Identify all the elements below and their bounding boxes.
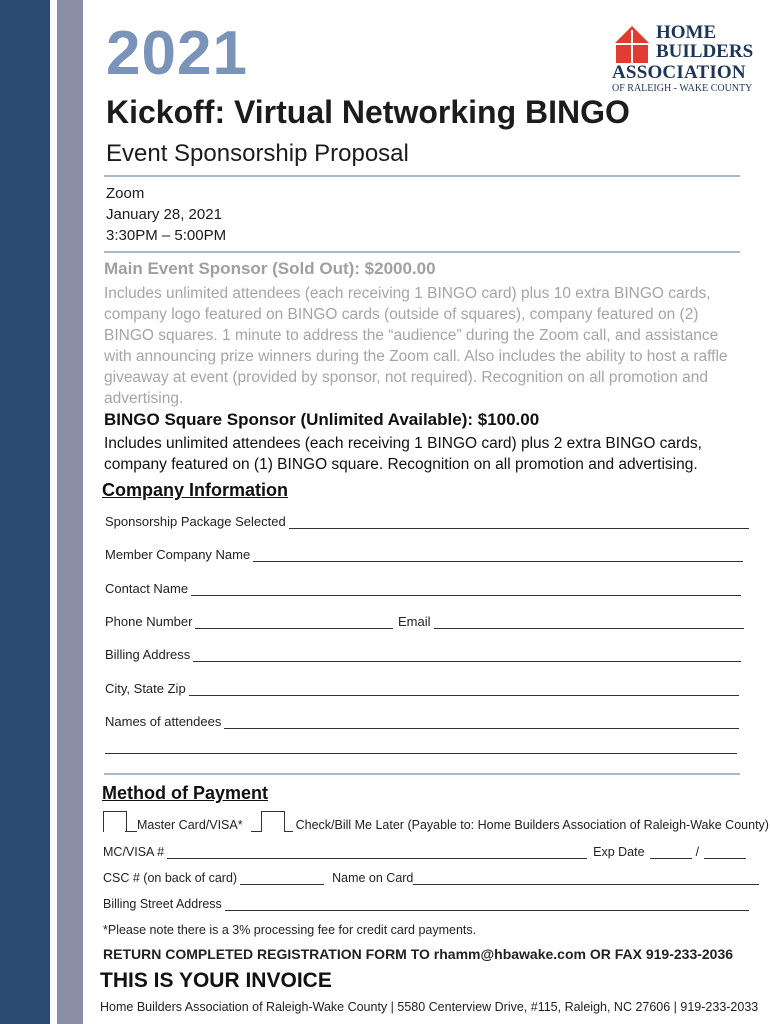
phone-label: Phone Number [105, 614, 193, 629]
billing-street-field[interactable] [103, 897, 749, 911]
contact-name-label: Contact Name [105, 581, 189, 596]
billing-address-label: Billing Address [105, 647, 191, 662]
event-location: Zoom [106, 185, 145, 202]
package-field[interactable] [105, 514, 749, 529]
card-number-label: MC/VISA # [103, 845, 165, 859]
contact-name-field[interactable] [105, 581, 741, 596]
check-checkbox[interactable] [261, 811, 285, 832]
processing-fee-note: *Please note there is a 3% processing fee for credit card payments. [103, 923, 477, 937]
check-option-label: Check/Bill Me Later (Payable to: Home Builders Association of Raleigh-Wake County) [295, 818, 769, 832]
email-label: Email [398, 614, 431, 629]
card-option-label: Master Card/VISA* [137, 818, 243, 832]
square-sponsor-heading: BINGO Square Sponsor (Unlimited Available): $100.00 [104, 410, 540, 429]
return-instructions: RETURN COMPLETED REGISTRATION FORM TO rhamm@hbawake.com OR FAX 919-233-2036 [103, 946, 734, 962]
attendees-extra-line[interactable] [105, 753, 737, 754]
square-sponsor-description: Includes unlimited attendees (each receiving 1 BINGO card) plus 2 extra BINGO cards, company featured on (1) BINGO square. Recognition on all promotion and advertising. [104, 435, 702, 473]
name-on-card-label: Name on Card [332, 871, 414, 885]
city-state-zip-field[interactable] [105, 681, 739, 696]
event-details [106, 183, 226, 246]
phone-field[interactable] [105, 614, 393, 629]
attendees-label: Names of attendees [105, 714, 222, 729]
left-navy-bar [0, 0, 50, 1024]
house-logo-icon [612, 24, 652, 64]
package-label: Sponsorship Package Selected [105, 514, 286, 529]
billing-address-field[interactable] [105, 647, 741, 662]
divider [104, 773, 740, 775]
csc-field[interactable] [103, 871, 759, 885]
card-number-field[interactable] [103, 845, 746, 859]
payment-options [103, 811, 769, 832]
exp-date-label: Exp Date [593, 845, 645, 859]
main-sponsor-description: Includes unlimited attendees (each receiving 1 BINGO card) plus 10 extra BINGO cards, company logo featured on BINGO cards (outside of squares), company featured on (2) BINGO squares. 1 minute to address the “audience” during the Zoom call, and assistance with announcing prize winners during the Zoom call. Also includes the ability to host a raffle giveaway at event (provided by sponsor, not required). Recognition on all promotion and advertising. [104, 285, 728, 407]
billing-street-label: Billing Street Address [103, 897, 222, 911]
company-info-heading: Company Information [102, 480, 289, 500]
hba-logo: HOME BUILDERS ASSOCIATION OF RALEIGH - WAKE COUNTY [612, 22, 754, 94]
exp-separator: / [695, 845, 700, 859]
city-state-zip-label: City, State Zip [105, 681, 186, 696]
attendees-field[interactable] [105, 714, 739, 729]
event-title: Kickoff: Virtual Networking BINGO [106, 94, 630, 130]
divider [104, 175, 740, 177]
main-sponsor-heading: Main Event Sponsor (Sold Out): $2000.00 [104, 259, 436, 278]
payment-heading: Method of Payment [102, 783, 269, 803]
exp-year-input[interactable] [704, 846, 746, 859]
event-date: January 28, 2021 [106, 206, 222, 223]
divider [104, 251, 740, 253]
event-year: 2021 [106, 19, 248, 88]
left-gray-bar [57, 0, 83, 1024]
exp-month-input[interactable] [650, 846, 692, 859]
invoice-heading: THIS IS YOUR INVOICE [100, 969, 332, 992]
event-time: 3:30PM – 5:00PM [106, 227, 227, 244]
footer-address: Home Builders Association of Raleigh-Wake County | 5580 Centerview Drive, #115, Raleigh, NC 27606 | 919-233-2033 [100, 1000, 759, 1014]
card-checkbox[interactable] [103, 811, 127, 832]
event-subtitle: Event Sponsorship Proposal [106, 140, 409, 167]
csc-label: CSC # (on back of card) [103, 871, 238, 885]
email-field[interactable] [398, 614, 744, 629]
member-company-label: Member Company Name [105, 547, 251, 562]
member-company-field[interactable] [105, 547, 743, 562]
